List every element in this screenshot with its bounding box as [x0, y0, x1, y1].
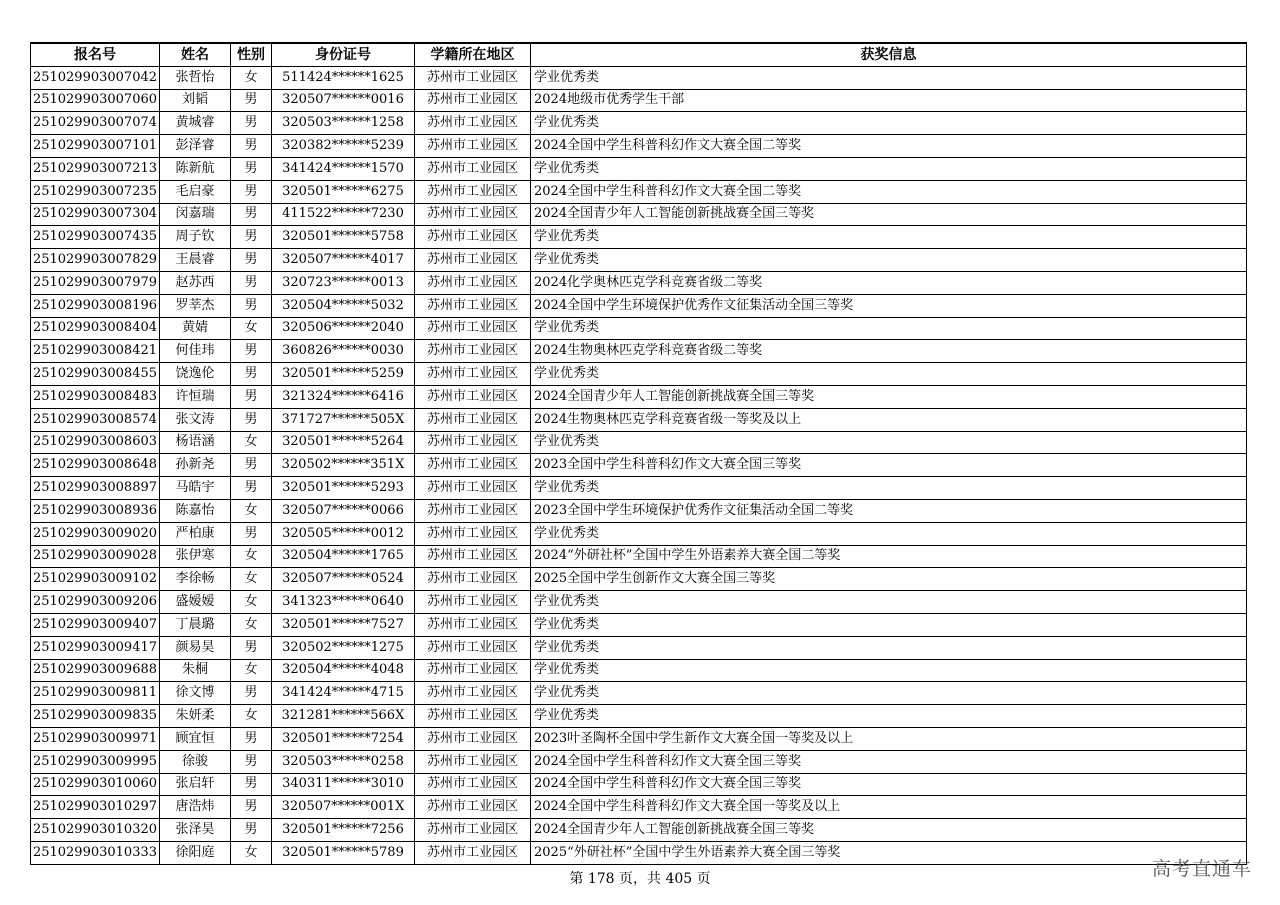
registration-no-cell: 251029903008603: [31, 431, 160, 454]
region-cell: 苏州市工业园区: [415, 773, 531, 796]
gender-cell: 女: [231, 431, 272, 454]
award-info-cell: 2024全国青少年人工智能创新挑战赛全国三等奖: [531, 819, 1247, 842]
gender-cell: 男: [231, 135, 272, 158]
region-cell: 苏州市工业园区: [415, 819, 531, 842]
gender-cell: 女: [231, 705, 272, 728]
registration-no-cell: 251029903009688: [31, 659, 160, 682]
gender-cell: 男: [231, 454, 272, 477]
registration-no-cell: 251029903007101: [31, 135, 160, 158]
region-cell: 苏州市工业园区: [415, 363, 531, 386]
id-number-cell: 320503******1258: [272, 112, 415, 135]
id-number-cell: 341323******0640: [272, 591, 415, 614]
award-info-cell: 2025全国中学生创新作文大赛全国三等奖: [531, 568, 1247, 591]
name-cell: 刘韬: [160, 89, 231, 112]
region-cell: 苏州市工业园区: [415, 659, 531, 682]
table-row: [31, 454, 1247, 477]
gender-cell: 男: [231, 157, 272, 180]
table-row: [31, 477, 1247, 500]
registration-no-cell: 251029903009811: [31, 682, 160, 705]
col-header-award-info: 获奖信息: [531, 43, 1247, 66]
table-row: [31, 522, 1247, 545]
gender-cell: 男: [231, 773, 272, 796]
gender-cell: 男: [231, 727, 272, 750]
registration-no-cell: 251029903007213: [31, 157, 160, 180]
region-cell: 苏州市工业园区: [415, 112, 531, 135]
table-row: [31, 317, 1247, 340]
table-row: [31, 180, 1247, 203]
region-cell: 苏州市工业园区: [415, 226, 531, 249]
award-info-cell: 2024生物奥林匹克学科竞赛省级二等奖: [531, 340, 1247, 363]
table-row: [31, 841, 1247, 864]
id-number-cell: 360826******0030: [272, 340, 415, 363]
registration-no-cell: 251029903010060: [31, 773, 160, 796]
id-number-cell: 320501******6275: [272, 180, 415, 203]
registration-no-cell: 251029903009020: [31, 522, 160, 545]
name-cell: 何佳玮: [160, 340, 231, 363]
region-cell: 苏州市工业园区: [415, 796, 531, 819]
registration-no-cell: 251029903007979: [31, 271, 160, 294]
id-number-cell: 320501******5259: [272, 363, 415, 386]
name-cell: 闵嘉瑞: [160, 203, 231, 226]
table-row: [31, 135, 1247, 158]
region-cell: 苏州市工业园区: [415, 750, 531, 773]
award-info-cell: 2024全国中学生环境保护优秀作文征集活动全国三等奖: [531, 294, 1247, 317]
name-cell: 饶逸伦: [160, 363, 231, 386]
registration-no-cell: 251029903007074: [31, 112, 160, 135]
col-header-region: 学籍所在地区: [415, 43, 531, 66]
region-cell: 苏州市工业园区: [415, 249, 531, 272]
gender-cell: 男: [231, 477, 272, 500]
registration-no-cell: 251029903009995: [31, 750, 160, 773]
name-cell: 丁晨璐: [160, 613, 231, 636]
name-cell: 顾宜恒: [160, 727, 231, 750]
registration-no-cell: 251029903009102: [31, 568, 160, 591]
name-cell: 张泽昊: [160, 819, 231, 842]
region-cell: 苏州市工业园区: [415, 591, 531, 614]
registration-no-cell: 251029903008421: [31, 340, 160, 363]
name-cell: 周子钦: [160, 226, 231, 249]
id-number-cell: 321281******566X: [272, 705, 415, 728]
region-cell: 苏州市工业园区: [415, 294, 531, 317]
id-number-cell: 320501******7254: [272, 727, 415, 750]
col-header-name: 姓名: [160, 43, 231, 66]
gender-cell: 男: [231, 294, 272, 317]
gender-cell: 男: [231, 796, 272, 819]
table-row: [31, 796, 1247, 819]
gender-cell: 男: [231, 249, 272, 272]
table-row: [31, 112, 1247, 135]
gender-cell: 男: [231, 408, 272, 431]
watermark: 高考直通车: [1151, 858, 1252, 880]
id-number-cell: 320504******1765: [272, 545, 415, 568]
registration-no-cell: 251029903008936: [31, 499, 160, 522]
col-header-registration-no: 报名号: [31, 43, 160, 66]
table-row: [31, 271, 1247, 294]
registration-no-cell: 251029903007042: [31, 66, 160, 89]
region-cell: 苏州市工业园区: [415, 271, 531, 294]
gender-cell: 男: [231, 180, 272, 203]
registration-no-cell: 251029903007060: [31, 89, 160, 112]
registration-no-cell: 251029903010320: [31, 819, 160, 842]
table-row: [31, 249, 1247, 272]
table-row: [31, 819, 1247, 842]
award-info-cell: 2024全国青少年人工智能创新挑战赛全国三等奖: [531, 203, 1247, 226]
registration-no-cell: 251029903008483: [31, 385, 160, 408]
region-cell: 苏州市工业园区: [415, 317, 531, 340]
table-row: [31, 408, 1247, 431]
name-cell: 盛嫒嫒: [160, 591, 231, 614]
award-info-cell: 2024“外研社杯”全国中学生外语素养大赛全国二等奖: [531, 545, 1247, 568]
registration-no-cell: 251029903009417: [31, 636, 160, 659]
gender-cell: 男: [231, 340, 272, 363]
gender-cell: 女: [231, 317, 272, 340]
region-cell: 苏州市工业园区: [415, 180, 531, 203]
registration-no-cell: 251029903009206: [31, 591, 160, 614]
award-info-cell: 2024全国中学生科普科幻作文大赛全国三等奖: [531, 773, 1247, 796]
award-info-cell: 学业优秀类: [531, 157, 1247, 180]
name-cell: 颜易昊: [160, 636, 231, 659]
award-info-cell: 学业优秀类: [531, 112, 1247, 135]
id-number-cell: 320501******5758: [272, 226, 415, 249]
registration-no-cell: 251029903007435: [31, 226, 160, 249]
name-cell: 张启轩: [160, 773, 231, 796]
table-header-row: [31, 43, 1247, 66]
award-info-cell: 2024全国中学生科普科幻作文大赛全国二等奖: [531, 180, 1247, 203]
table-row: [31, 705, 1247, 728]
gender-cell: 女: [231, 659, 272, 682]
gender-cell: 男: [231, 750, 272, 773]
award-info-cell: 2023叶圣陶杯全国中学生新作文大赛全国一等奖及以上: [531, 727, 1247, 750]
registration-no-cell: 251029903007235: [31, 180, 160, 203]
name-cell: 赵苏西: [160, 271, 231, 294]
registration-no-cell: 251029903009028: [31, 545, 160, 568]
name-cell: 罗莘杰: [160, 294, 231, 317]
table-row: [31, 294, 1247, 317]
name-cell: 马皓宇: [160, 477, 231, 500]
registration-no-cell: 251029903009971: [31, 727, 160, 750]
region-cell: 苏州市工业园区: [415, 727, 531, 750]
id-number-cell: 371727******505X: [272, 408, 415, 431]
gender-cell: 女: [231, 66, 272, 89]
registration-no-cell: 251029903010333: [31, 841, 160, 864]
id-number-cell: 321324******6416: [272, 385, 415, 408]
award-info-cell: 学业优秀类: [531, 591, 1247, 614]
award-info-cell: 2024全国青少年人工智能创新挑战赛全国三等奖: [531, 385, 1247, 408]
registration-no-cell: 251029903009835: [31, 705, 160, 728]
region-cell: 苏州市工业园区: [415, 705, 531, 728]
id-number-cell: 320723******0013: [272, 271, 415, 294]
region-cell: 苏州市工业园区: [415, 545, 531, 568]
region-cell: 苏州市工业园区: [415, 89, 531, 112]
table-row: [31, 66, 1247, 89]
id-number-cell: 320382******5239: [272, 135, 415, 158]
name-cell: 张伊寒: [160, 545, 231, 568]
col-header-gender: 性别: [231, 43, 272, 66]
region-cell: 苏州市工业园区: [415, 203, 531, 226]
results-table: [30, 42, 1247, 865]
table-row: [31, 157, 1247, 180]
award-info-cell: 2025“外研社杯”全国中学生外语素养大赛全国三等奖: [531, 841, 1247, 864]
gender-cell: 男: [231, 682, 272, 705]
name-cell: 王晨睿: [160, 249, 231, 272]
name-cell: 李徐畅: [160, 568, 231, 591]
gender-cell: 女: [231, 613, 272, 636]
name-cell: 朱桐: [160, 659, 231, 682]
name-cell: 杨语涵: [160, 431, 231, 454]
table-row: [31, 659, 1247, 682]
id-number-cell: 341424******4715: [272, 682, 415, 705]
gender-cell: 男: [231, 226, 272, 249]
name-cell: 朱妍柔: [160, 705, 231, 728]
id-number-cell: 411522******7230: [272, 203, 415, 226]
id-number-cell: 320507******001X: [272, 796, 415, 819]
id-number-cell: 320501******5293: [272, 477, 415, 500]
table-row: [31, 499, 1247, 522]
registration-no-cell: 251029903008574: [31, 408, 160, 431]
award-info-cell: 学业优秀类: [531, 636, 1247, 659]
award-info-cell: 学业优秀类: [531, 613, 1247, 636]
registration-no-cell: 251029903010297: [31, 796, 160, 819]
region-cell: 苏州市工业园区: [415, 135, 531, 158]
award-info-cell: 学业优秀类: [531, 226, 1247, 249]
name-cell: 黄城睿: [160, 112, 231, 135]
award-info-cell: 2023全国中学生科普科幻作文大赛全国三等奖: [531, 454, 1247, 477]
id-number-cell: 340311******3010: [272, 773, 415, 796]
registration-no-cell: 251029903009407: [31, 613, 160, 636]
region-cell: 苏州市工业园区: [415, 522, 531, 545]
id-number-cell: 341424******1570: [272, 157, 415, 180]
gender-cell: 女: [231, 499, 272, 522]
region-cell: 苏州市工业园区: [415, 340, 531, 363]
registration-no-cell: 251029903008897: [31, 477, 160, 500]
name-cell: 唐浩炜: [160, 796, 231, 819]
region-cell: 苏州市工业园区: [415, 431, 531, 454]
gender-cell: 男: [231, 636, 272, 659]
name-cell: 徐文博: [160, 682, 231, 705]
region-cell: 苏州市工业园区: [415, 499, 531, 522]
table-row: [31, 727, 1247, 750]
name-cell: 毛启豪: [160, 180, 231, 203]
region-cell: 苏州市工业园区: [415, 408, 531, 431]
page-number: 第 178 页，共 405 页: [569, 871, 711, 887]
table-row: [31, 226, 1247, 249]
id-number-cell: 320507******0066: [272, 499, 415, 522]
name-cell: 黄婧: [160, 317, 231, 340]
table-body: [31, 66, 1247, 864]
award-info-cell: 学业优秀类: [531, 522, 1247, 545]
gender-cell: 女: [231, 568, 272, 591]
table-row: [31, 773, 1247, 796]
region-cell: 苏州市工业园区: [415, 636, 531, 659]
award-info-cell: 学业优秀类: [531, 249, 1247, 272]
name-cell: 许恒瑞: [160, 385, 231, 408]
id-number-cell: 320502******1275: [272, 636, 415, 659]
gender-cell: 男: [231, 112, 272, 135]
region-cell: 苏州市工业园区: [415, 157, 531, 180]
table-row: [31, 591, 1247, 614]
id-number-cell: 320504******4048: [272, 659, 415, 682]
id-number-cell: 320504******5032: [272, 294, 415, 317]
name-cell: 彭泽睿: [160, 135, 231, 158]
gender-cell: 男: [231, 363, 272, 386]
gender-cell: 女: [231, 591, 272, 614]
award-info-cell: 学业优秀类: [531, 705, 1247, 728]
id-number-cell: 511424******1625: [272, 66, 415, 89]
award-info-cell: 学业优秀类: [531, 477, 1247, 500]
id-number-cell: 320503******0258: [272, 750, 415, 773]
id-number-cell: 320507******4017: [272, 249, 415, 272]
table-row: [31, 750, 1247, 773]
name-cell: 张文涛: [160, 408, 231, 431]
id-number-cell: 320501******7256: [272, 819, 415, 842]
registration-no-cell: 251029903008648: [31, 454, 160, 477]
table-row: [31, 340, 1247, 363]
name-cell: 严柏康: [160, 522, 231, 545]
name-cell: 陈嘉怡: [160, 499, 231, 522]
gender-cell: 男: [231, 203, 272, 226]
gender-cell: 男: [231, 819, 272, 842]
gender-cell: 男: [231, 271, 272, 294]
gender-cell: 男: [231, 522, 272, 545]
table-row: [31, 682, 1247, 705]
registration-no-cell: 251029903008455: [31, 363, 160, 386]
award-info-cell: 2023全国中学生环境保护优秀作文征集活动全国二等奖: [531, 499, 1247, 522]
table-row: [31, 613, 1247, 636]
award-info-cell: 学业优秀类: [531, 431, 1247, 454]
table-row: [31, 89, 1247, 112]
id-number-cell: 320506******2040: [272, 317, 415, 340]
table-row: [31, 545, 1247, 568]
region-cell: 苏州市工业园区: [415, 568, 531, 591]
region-cell: 苏州市工业园区: [415, 477, 531, 500]
table-row: [31, 385, 1247, 408]
registration-no-cell: 251029903008196: [31, 294, 160, 317]
gender-cell: 男: [231, 89, 272, 112]
award-info-cell: 2024化学奥林匹克学科竞赛省级二等奖: [531, 271, 1247, 294]
name-cell: 张哲怡: [160, 66, 231, 89]
region-cell: 苏州市工业园区: [415, 66, 531, 89]
name-cell: 孙新尧: [160, 454, 231, 477]
id-number-cell: 320507******0524: [272, 568, 415, 591]
region-cell: 苏州市工业园区: [415, 613, 531, 636]
award-info-cell: 2024地级市优秀学生干部: [531, 89, 1247, 112]
award-info-cell: 学业优秀类: [531, 66, 1247, 89]
award-info-cell: 2024全国中学生科普科幻作文大赛全国二等奖: [531, 135, 1247, 158]
id-number-cell: 320502******351X: [272, 454, 415, 477]
award-info-cell: 学业优秀类: [531, 682, 1247, 705]
name-cell: 徐阳庭: [160, 841, 231, 864]
registration-no-cell: 251029903007829: [31, 249, 160, 272]
award-info-cell: 学业优秀类: [531, 317, 1247, 340]
gender-cell: 女: [231, 545, 272, 568]
id-number-cell: 320505******0012: [272, 522, 415, 545]
results-table-container: [30, 42, 1246, 865]
id-number-cell: 320501******7527: [272, 613, 415, 636]
gender-cell: 男: [231, 385, 272, 408]
award-info-cell: 2024生物奥林匹克学科竞赛省级一等奖及以上: [531, 408, 1247, 431]
award-info-cell: 学业优秀类: [531, 659, 1247, 682]
col-header-id-number: 身份证号: [272, 43, 415, 66]
award-info-cell: 2024全国中学生科普科幻作文大赛全国一等奖及以上: [531, 796, 1247, 819]
region-cell: 苏州市工业园区: [415, 682, 531, 705]
region-cell: 苏州市工业园区: [415, 385, 531, 408]
table-row: [31, 568, 1247, 591]
id-number-cell: 320501******5789: [272, 841, 415, 864]
region-cell: 苏州市工业园区: [415, 454, 531, 477]
table-row: [31, 363, 1247, 386]
region-cell: 苏州市工业园区: [415, 841, 531, 864]
table-row: [31, 203, 1247, 226]
registration-no-cell: 251029903008404: [31, 317, 160, 340]
id-number-cell: 320507******0016: [272, 89, 415, 112]
id-number-cell: 320501******5264: [272, 431, 415, 454]
award-info-cell: 学业优秀类: [531, 363, 1247, 386]
name-cell: 徐骏: [160, 750, 231, 773]
award-info-cell: 2024全国中学生科普科幻作文大赛全国三等奖: [531, 750, 1247, 773]
gender-cell: 女: [231, 841, 272, 864]
table-row: [31, 636, 1247, 659]
registration-no-cell: 251029903007304: [31, 203, 160, 226]
name-cell: 陈新航: [160, 157, 231, 180]
table-row: [31, 431, 1247, 454]
